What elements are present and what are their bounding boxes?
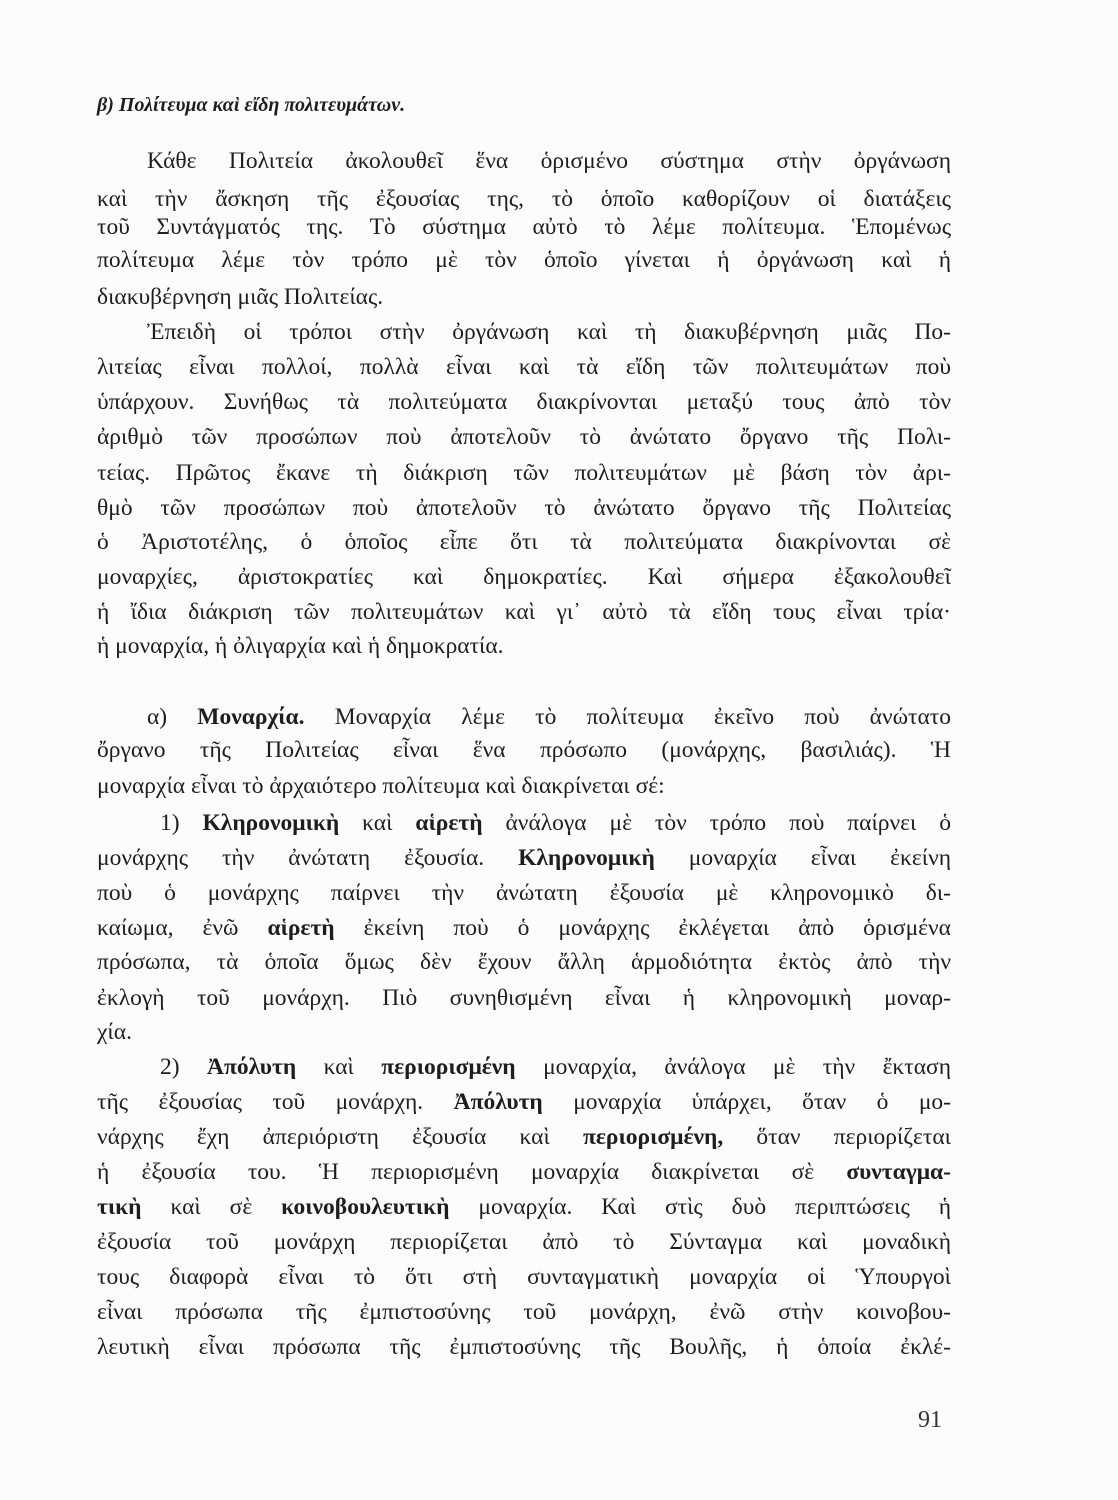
text-line: α) Μοναρχία. Μοναρχία λέμε τὸ πολίτευμα ἐκεῖνο ποὺ ἀνώτατο xyxy=(147,704,951,730)
text-line: τῆς ἐξουσίας τοῦ μονάρχη. Ἀπόλυτη μοναρχία ὑπάρχει, ὅταν ὁ μο- xyxy=(97,1089,952,1115)
text-line: θμὸ τῶν προσώπων ποὺ ἀποτελοῦν τὸ ἀνώτατο ὄργανο τῆς Πολιτείας xyxy=(97,495,951,521)
text-line: ἡ ἴδια διάκριση τῶν πολιτευμάτων καὶ γι᾽ αὐτὸ τὰ εἴδη τους εἶναι τρία· xyxy=(97,599,951,625)
term-elective: αἱρετὴ xyxy=(415,810,483,836)
text-line: ὑπάρχουν. Συνήθως τὰ πολιτεύματα διακρίνονται μεταξύ τους ἀπὸ τὸν xyxy=(97,389,951,415)
text-line: μοναρχία εἶναι τὸ ἀρχαιότερο πολίτευμα καὶ διακρίνεται σέ: xyxy=(97,773,665,799)
text-line: 2) Ἀπόλυτη καὶ περιορισμένη μοναρχία, ἀνάλογα μὲ τὴν ἔκταση xyxy=(160,1054,951,1080)
text-line: ἐκλογὴ τοῦ μονάρχη. Πιὸ συνηθισμένη εἶναι ἡ κληρονομικὴ μοναρ- xyxy=(97,985,951,1011)
term-absolute: Ἀπόλυτη xyxy=(453,1089,543,1115)
term-constitutional: συνταγμα- xyxy=(846,1159,951,1185)
text-line: ἀριθμὸ τῶν προσώπων ποὺ ἀποτελοῦν τὸ ἀνώτατο ὄργανο τῆς Πολι- xyxy=(97,424,951,450)
text-line: νάρχης ἔχη ἀπεριόριστη ἐξουσία καὶ περιορισμένη, ὅταν περιορίζεται xyxy=(97,1124,951,1150)
term-constitutional: τικὴ xyxy=(97,1194,142,1220)
text-line: χία. xyxy=(97,1019,132,1045)
term-limited: περιορισμένη xyxy=(381,1054,516,1080)
term-hereditary: Κληρονομικὴ xyxy=(518,845,655,871)
text-line: πρόσωπα, τὰ ὁποῖα ὅμως δὲν ἔχουν ἄλλη ἁρμοδιότητα ἐκτὸς ἀπὸ τὴν xyxy=(97,949,951,975)
text-line: διακυβέρνηση μιᾶς Πολιτείας. xyxy=(97,284,384,310)
text-line: εἶναι πρόσωπα τῆς ἐμπιστοσύνης τοῦ μονάρχη, ἐνῶ στὴν κοινοβου- xyxy=(97,1299,951,1325)
term-absolute: Ἀπόλυτη xyxy=(206,1054,297,1080)
text-line: τους διαφορὰ εἶναι τὸ ὅτι στὴ συνταγματικὴ μοναρχία οἱ Ὑπουργοὶ xyxy=(97,1264,951,1290)
term-parliamentary: κοινοβουλευτικὴ xyxy=(281,1194,450,1220)
section-heading: β) Πολίτευμα καὶ εἴδη πολιτευμάτων. xyxy=(97,94,406,116)
text-line: τοῦ Συντάγματός της. Τὸ σύστημα αὐτὸ τὸ λέμε πολίτευμα. Ἑπομένως xyxy=(97,214,951,240)
text-line: τείας. Πρῶτος ἔκανε τὴ διάκριση τῶν πολιτευμάτων μὲ βάση τὸν ἀρι- xyxy=(97,460,951,486)
text-line: τικὴ καὶ σὲ κοινοβουλευτικὴ μοναρχία. Καὶ στὶς δυὸ περιπτώσεις ἡ xyxy=(97,1194,951,1220)
text-line: καὶ τὴν ἄσκηση τῆς ἐξουσίας της, τὸ ὁποῖο καθορίζουν οἱ διατάξεις xyxy=(97,186,951,212)
text-line: ὁ Ἀριστοτέλης, ὁ ὁποῖος εἶπε ὅτι τὰ πολιτεύματα διακρίνονται σὲ xyxy=(97,529,951,555)
text-line: ἐξουσία τοῦ μονάρχη περιορίζεται ἀπὸ τὸ Σύνταγμα καὶ μοναδικὴ xyxy=(97,1229,951,1255)
text-line: Κάθε Πολιτεία ἀκολουθεῖ ἕνα ὁρισμένο σύστημα στὴν ὀργάνωση xyxy=(147,148,951,174)
term-monarchia: Μοναρχία. xyxy=(197,704,305,730)
term-elective: αἱρετὴ xyxy=(267,915,335,941)
text-line: ποὺ ὁ μονάρχης παίρνει τὴν ἀνώτατη ἐξουσία μὲ κληρονομικὸ δι- xyxy=(97,880,951,906)
text-line: Ἐπειδὴ οἱ τρόποι στὴν ὀργάνωση καὶ τὴ διακυβέρνηση μιᾶς Πο- xyxy=(147,319,951,345)
text-line: ἡ μοναρχία, ἡ ὀλιγαρχία καὶ ἡ δημοκρατία. xyxy=(97,633,504,659)
text-line: λιτείας εἶναι πολλοί, πολλὰ εἶναι καὶ τὰ εἴδη τῶν πολιτευμάτων ποὺ xyxy=(97,354,951,380)
text-line: 1) Κληρονομικὴ καὶ αἱρετὴ ἀνάλογα μὲ τὸν τρόπο ποὺ παίρνει ὁ xyxy=(160,810,951,836)
term-hereditary: Κληρονομικὴ xyxy=(202,810,340,836)
text-line: λευτικὴ εἶναι πρόσωπα τῆς ἐμπιστοσύνης τῆς Βουλῆς, ἡ ὁποία ἐκλέ- xyxy=(97,1334,951,1360)
text-line: μοναρχίες, ἀριστοκρατίες καὶ δημοκρατίες. Καὶ σήμερα ἐξακολουθεῖ xyxy=(97,564,951,590)
text-line: καίωμα, ἐνῶ αἱρετὴ ἐκείνη ποὺ ὁ μονάρχης ἐκλέγεται ἀπὸ ὁρισμένα xyxy=(97,915,951,941)
text-line: μονάρχης τὴν ἀνώτατη ἐξουσία. Κληρονομικὴ μοναρχία εἶναι ἐκείνη xyxy=(97,845,951,871)
text-line: πολίτευμα λέμε τὸν τρόπο μὲ τὸν ὁποῖο γίνεται ἡ ὀργάνωση καὶ ἡ xyxy=(97,247,951,273)
page-number: 91 xyxy=(918,1407,942,1433)
term-limited: περιορισμένη, xyxy=(582,1124,724,1150)
text-line: ὄργανο τῆς Πολιτείας εἶναι ἕνα πρόσωπο (μονάρχης, βασιλιάς). Ἡ xyxy=(97,737,951,763)
text-line: ἡ ἐξουσία του. Ἡ περιορισμένη μοναρχία διακρίνεται σὲ συνταγμα- xyxy=(97,1159,951,1185)
